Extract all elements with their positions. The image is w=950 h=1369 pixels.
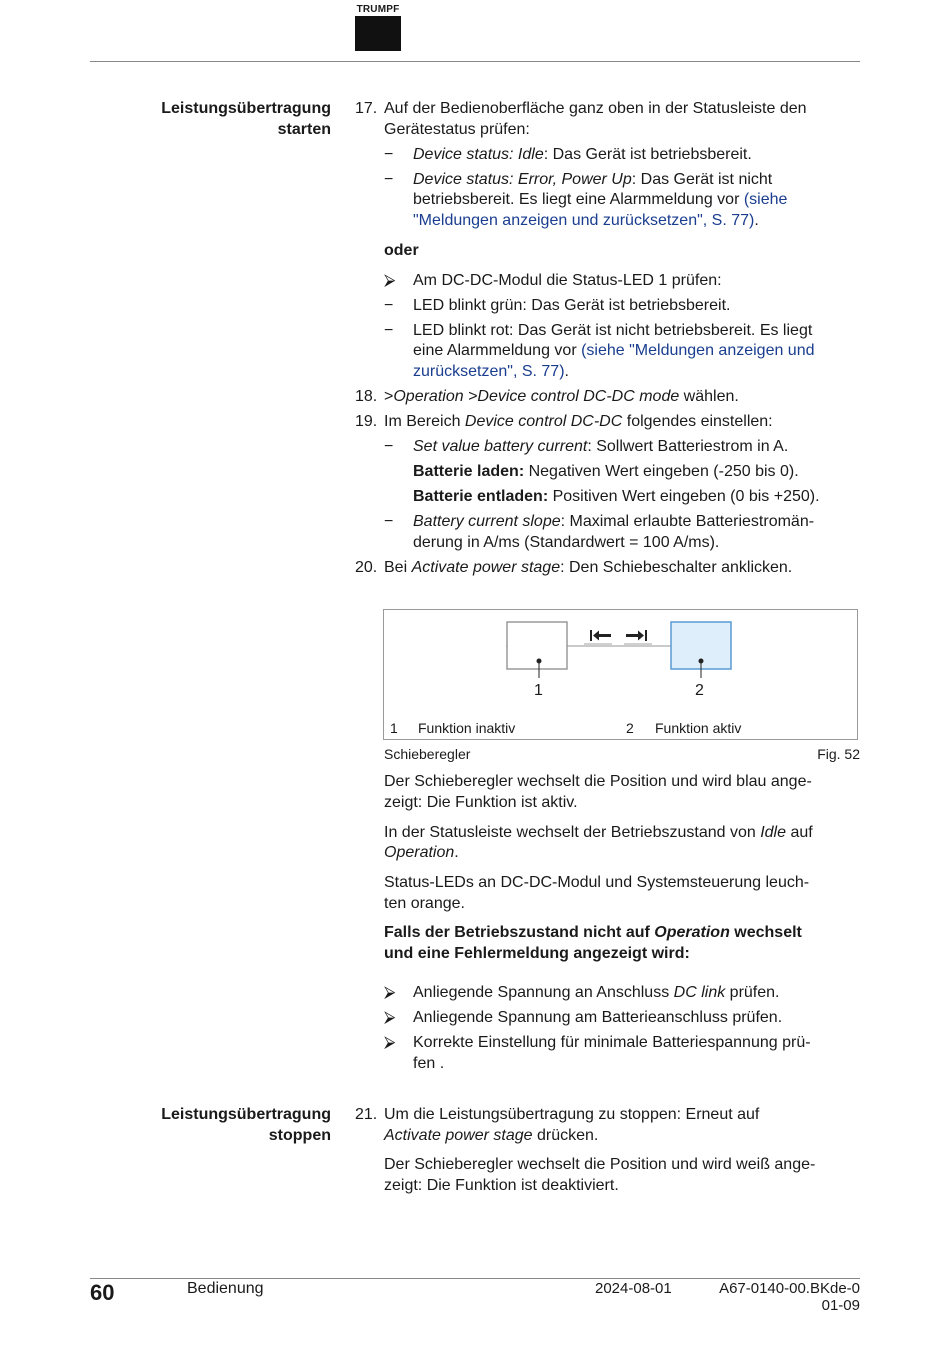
action-item-cont: fen . [413,1055,445,1072]
section-label-stop [100,1104,331,1146]
footer-rule [90,1278,860,1279]
sub-item: Batterie laden: Negativen Wert eingeben (-250 bis 0). [413,463,799,480]
dash-marker: − [384,513,394,530]
legend-number: 1 [390,720,398,736]
bullet-item: Set value battery current: Sollwert Batteriestrom in A. [413,438,789,455]
bullet-item: LED blinkt rot: Das Gerät ist nicht betriebsbereit. Es liegt [413,322,813,339]
action-arrow-icon: ⮚ [384,984,396,1001]
paragraph: In der Statusleiste wechselt der Betriebszustand von Idle auf [384,824,813,841]
logo-mark [355,16,401,51]
step-text: Um die Leistungsübertragung zu stoppen: Erneut auf [384,1106,760,1123]
section-label-line: Leistungsübertragung [161,100,331,117]
dash-marker: − [384,322,394,339]
sub-item: Batterie entladen: Positiven Wert eingeben (0 bis +250). [413,488,820,505]
legend-number: 2 [626,720,634,736]
callout-number-1: 1 [534,682,543,699]
cross-reference-link[interactable]: (siehe "Meldungen anzeigen und [581,342,815,359]
action-item: Anliegende Spannung an Anschluss DC link prüfen. [413,984,780,1001]
footer-chapter: Bedienung [187,1280,264,1297]
step-number: 18. [355,388,378,405]
step-text: Activate power stage drücken. [384,1127,599,1144]
bullet-item-cont: eine Alarmmeldung vor (siehe "Meldungen anzeigen und [413,342,815,359]
legend-text: Funktion inaktiv [418,720,516,736]
dash-marker: − [384,146,394,163]
footer-doc-id-line: 01-09 [821,1297,860,1314]
step-text: Im Bereich Device control DC-DC folgendes einstellen: [384,413,773,430]
logo-text: TRUMPF [356,4,400,15]
step-text: >Operation >Device control DC-DC mode wählen. [384,388,739,405]
page-number: 60 [90,1280,115,1305]
action-arrow-icon: ⮚ [384,1034,396,1051]
action-item: Am DC-DC-Modul die Status-LED 1 prüfen: [413,272,722,289]
footer-doc-id-line: A67-0140-00.BKde-0 [719,1280,860,1297]
figure-caption: Schieberegler [384,746,471,762]
paragraph: Der Schieberegler wechselt die Position und wird weiß ange- [384,1156,816,1173]
action-item: Anliegende Spannung am Batterieanschluss prüfen. [413,1009,783,1026]
callout-number-2: 2 [695,682,704,699]
action-arrow-icon: ⮚ [384,272,396,289]
paragraph: ten orange. [384,895,465,912]
paragraph: zeigt: Die Funktion ist aktiv. [384,794,578,811]
paragraph: Operation. [384,844,459,861]
warning-heading: und eine Fehlermeldung angezeigt wird: [384,945,690,962]
step-number: 21. [355,1106,378,1123]
step-number: 19. [355,413,378,430]
legend-text: Funktion aktiv [655,720,742,736]
figure-number: Fig. 52 [817,746,860,762]
footer-date: 2024-08-01 [595,1280,672,1297]
bullet-item-cont: betriebsbereit. Es liegt eine Alarmmeldung vor (siehe [413,191,788,208]
paragraph: Der Schieberegler wechselt die Position und wird blau ange- [384,773,812,790]
action-arrow-icon: ⮚ [384,1009,396,1026]
dash-marker: − [384,171,394,188]
section-label-start [100,98,331,140]
bullet-item-cont: "Meldungen anzeigen und zurücksetzen", S. 77). [413,212,759,229]
section-label-line: stoppen [268,1127,331,1144]
footer-doc-id [700,1280,860,1314]
bullet-item: LED blinkt grün: Das Gerät ist betriebsbereit. [413,297,731,314]
bullet-item-cont: derung in A/ms (Standardwert = 100 A/ms). [413,534,720,551]
cross-reference-link[interactable]: (siehe [743,191,788,208]
arrow-right-icon [624,630,652,645]
section-label-line: starten [277,121,331,138]
bullet-item: Device status: Idle: Das Gerät ist betriebsbereit. [413,146,752,163]
bullet-item-cont: zurücksetzen", S. 77). [413,363,569,380]
step-text: Bei Activate power stage: Den Schiebeschalter anklicken. [384,559,793,576]
warning-heading: Falls der Betriebszustand nicht auf Operation wechselt [384,924,802,941]
paragraph: zeigt: Die Funktion ist deaktiviert. [384,1177,619,1194]
header-rule [90,61,860,62]
step-text: Gerätestatus prüfen: [384,121,530,138]
action-item: Korrekte Einstellung für minimale Batteriespannung prü- [413,1034,811,1051]
step-number: 20. [355,559,378,576]
oder-text: oder [384,242,419,259]
bullet-item: Battery current slope: Maximal erlaubte Batteriestromän- [413,513,815,530]
step-text: Auf der Bedienoberfläche ganz oben in der Statusleiste den [384,100,807,117]
bullet-item: Device status: Error, Power Up: Das Gerät ist nicht [413,171,773,188]
step-number: 17. [355,100,378,117]
dash-marker: − [384,438,394,455]
cross-reference-link[interactable]: zurücksetzen", S. 77) [413,363,565,380]
cross-reference-link[interactable]: "Meldungen anzeigen und zurücksetzen", S. 77) [413,212,755,229]
dash-marker: − [384,297,394,314]
arrow-left-icon [584,630,612,645]
figure-slider [383,609,858,740]
section-label-line: Leistungsübertragung [161,1106,331,1123]
paragraph: Status-LEDs an DC-DC-Modul und Systemsteuerung leuch- [384,874,810,891]
